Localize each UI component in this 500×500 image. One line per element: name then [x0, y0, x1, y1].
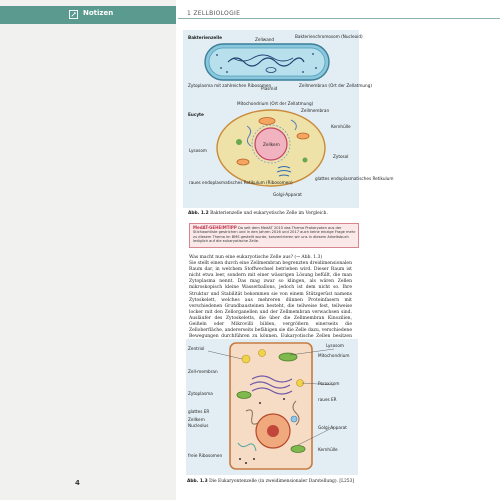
label-zytoplasma: Zytoplasma — [188, 391, 213, 396]
label-zytoplasma: Zytoplasma mit zahlreichen Ribosomen — [188, 83, 272, 88]
label-zytosol: Zytosol — [333, 154, 349, 159]
label-freie-ribosomen: freie Ribosomen — [188, 453, 223, 458]
label-peroxisom: Peroxisom — [318, 381, 340, 386]
lysosome — [242, 355, 250, 363]
label-zellmembran: Zellmembran (Ort der Zellatmung) — [299, 83, 373, 88]
figure-cell-comparison — [183, 30, 394, 208]
body-paragraph-2: Sie stellt einen durch eine Zellmembran begrenzten dreidimensionalen Raum dar, in welchem Stoffwechsel betrieben wird. Dieser Raum ist nicht etwa leer, sondern mit einer wässrigen Lösung befüllt, die man Zytoplasma nennt. Das mag zwar so klingen, als wären Zellen mikroskopisch kleine Wasserballons, jedoch ist dem nicht so. Ihre Struktur und Stabilität bekommen sie von einem Stützgerüst namens Zytoskelett, welches aus mehreren dünnen Proteinfasern mit verschiedenen Grundbausteinen besteht, die teilweise fest, teilweise locker mit den Zellorganellen und der Zellmembran verwachsen sind. Ausläufer des Zytoskeletts, die über die Zellmembran Kinozilien, Geißeln oder Mikrovilli bilden, vergrößern einerseits die Zelloberfläche, andererseits befähigen sie die Zelle dazu, verschiedene Bewegungen durchführen zu können. Eukaryotische Zellen besitzen — [189, 261, 352, 340]
label-golgi: Golgi-Apparat — [273, 192, 302, 197]
figure1-caption-ref: Abb. 1.2 — [188, 211, 209, 216]
label-zellkern: Zellkern — [263, 142, 280, 147]
label-mitochondrium: Mitochondrium — [318, 353, 350, 358]
nucleolus — [267, 425, 279, 437]
tip-title: MedAT-GEHEIMTIPP — [193, 225, 237, 230]
lysosome — [259, 350, 266, 357]
notes-sidebar — [0, 0, 176, 500]
pencil-icon — [69, 10, 78, 19]
label-golgi: Golgi-Apparat — [318, 425, 347, 430]
label-raues-er: raues ER — [318, 397, 337, 402]
mitochondrion — [237, 392, 251, 399]
figure2-caption — [187, 479, 354, 484]
figure-eukaryotic-cell — [186, 339, 358, 475]
lysosome — [303, 158, 308, 163]
label-kernhuelle: Kernhülle — [318, 447, 338, 452]
mitochondrion — [259, 118, 275, 125]
notes-label: Notizen — [83, 9, 114, 17]
mitochondrion — [291, 446, 305, 453]
page-number: 4 — [75, 479, 80, 487]
bacteria-title: Bakterienzelle — [188, 35, 222, 40]
label-plasmid: Plasmid — [261, 86, 278, 91]
chapter-rule — [178, 18, 500, 19]
figure1-caption — [188, 211, 328, 216]
figure1-caption-text: Bakterienzelle und eukaryotische Zelle im Vergleich. — [210, 211, 328, 216]
label-lysosom: Lysosom — [326, 343, 344, 348]
chapter-heading: 1 ZELLBIOLOGIE — [187, 10, 241, 17]
label-glattes-er: glattes ER — [188, 409, 210, 414]
lysosome — [236, 139, 242, 145]
medat-tip-box — [189, 223, 359, 248]
vesicle — [291, 416, 297, 422]
tip-content — [193, 226, 357, 244]
label-nucleoid: Bakterienchromosom (Nucleoid) — [295, 34, 363, 39]
label-zellkern: Zellkern — [188, 417, 205, 422]
mitochondrion — [237, 159, 249, 165]
label-raues-er: raues endoplasmatisches Retikulum (Ribosomen) — [189, 180, 293, 185]
label-zellmembran2: Zellmembran — [301, 108, 330, 113]
eucyte-title: Eucyte — [188, 112, 204, 117]
label-zellmembran: Zell-membran — [188, 369, 218, 374]
label-zellwand: Zellwand — [255, 37, 275, 42]
label-glattes-er: glattes endoplasmatisches Retikulum — [315, 176, 394, 181]
label-kernhuelle: Kernhülle — [331, 124, 351, 129]
body-paragraph-1: Was macht nun eine eukaryotische Zelle aus? (→ Abb. 1.3) — [189, 255, 323, 260]
mitochondrion — [279, 353, 297, 361]
label-zentriol: Zentriol — [188, 346, 205, 351]
mitochondrion — [297, 133, 309, 139]
label-nucleolus: Nucleolus — [188, 423, 209, 428]
label-mitochondrium: Mitochondrium (Ort der Zellatmung) — [237, 101, 314, 106]
tip-text: Da seit dem MedAT 2015 das Thema Prokaryoten aus der Stichwortliste gestrichen und in den Jahren 2016 und 2017 auch keine einzige Frage mehr zu diesem Thema im BMS gestellt wurde, konzentrieren wir uns in diesem Arbeitsbuch lediglich auf die eukaryotische Zelle. — [193, 226, 356, 244]
label-lysosom: Lysosom — [189, 148, 207, 153]
figure2-caption-text: Die Eukaryontenzelle (in zweidimensionaler Darstellung). [L253] — [209, 479, 355, 484]
figure2-caption-ref: Abb. 1.3 — [187, 479, 208, 484]
body-text — [189, 255, 352, 346]
